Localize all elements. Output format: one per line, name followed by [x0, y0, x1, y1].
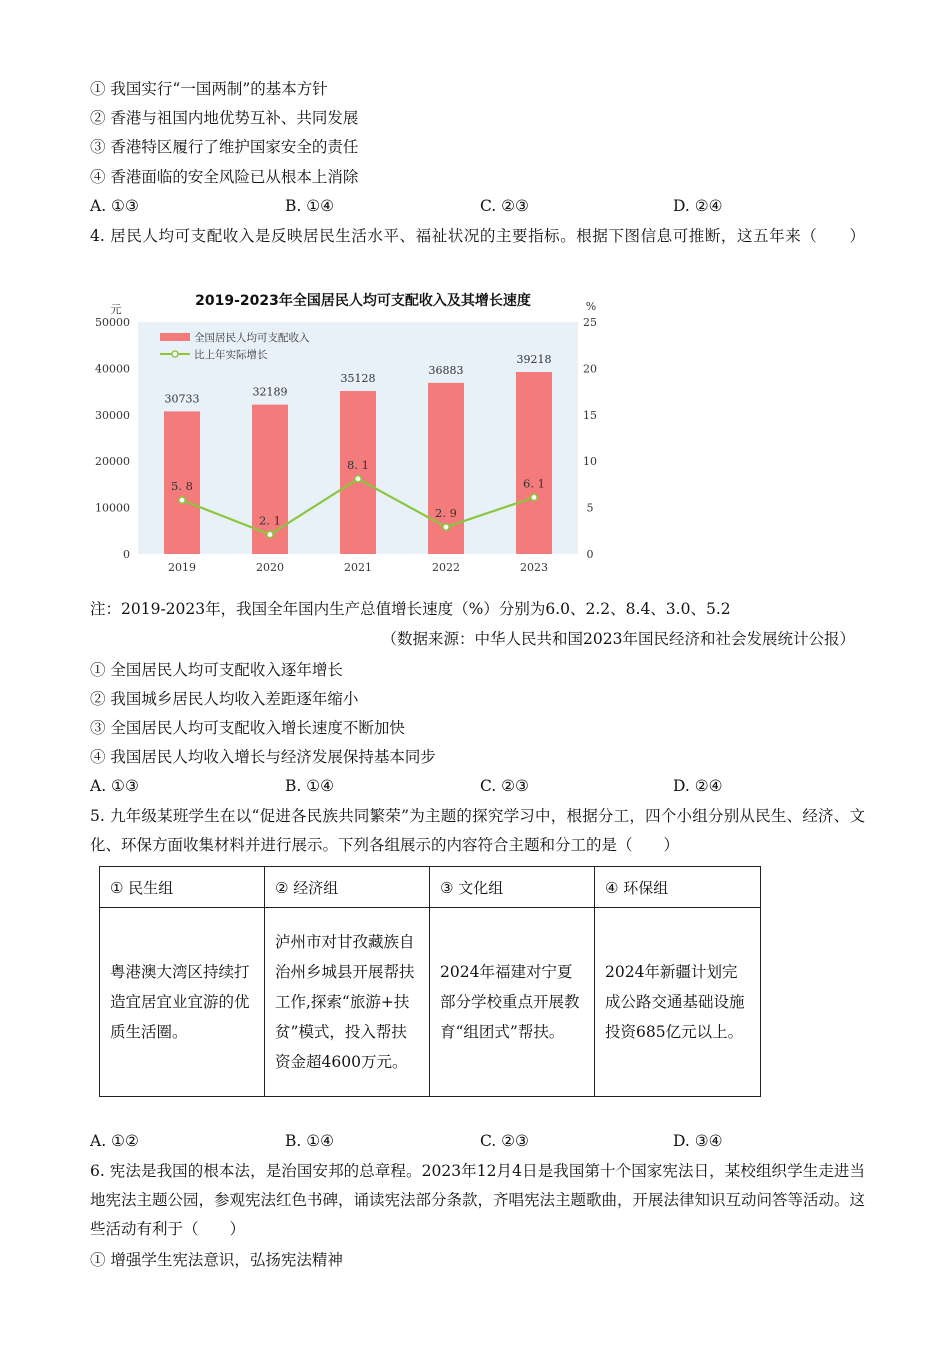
statement: ① 全国居民人均可支配收入逐年增长: [90, 661, 343, 679]
answer-options: [90, 775, 870, 797]
y-left-tick: 30000: [95, 408, 130, 422]
option-c[interactable]: C. ②③: [480, 197, 529, 215]
legend-income: 全国居民人均可支配收入: [194, 332, 310, 344]
option-a[interactable]: A. ①②: [90, 1132, 139, 1150]
y-left-tick: 0: [123, 548, 130, 561]
x-tick-label: 2022: [432, 561, 460, 574]
cell-livelihood: 粤港澳大湾区持续打造宜居宜业宜游的优质生活圈。: [100, 908, 265, 1097]
y-left-unit: 元: [110, 303, 122, 316]
cell-environment: 2024年新疆计划完成公路交通基础设施投资685亿元以上。: [595, 908, 761, 1097]
header-livelihood: ① 民生组: [100, 867, 265, 908]
answer-options: [90, 195, 870, 217]
growth-label: 5. 8: [171, 479, 193, 494]
data-source: （数据来源：中华人民共和国2023年国民经济和社会发展统计公报）: [381, 630, 855, 648]
growth-label: 6. 1: [523, 476, 545, 491]
income-bar-label: 35128: [340, 372, 376, 386]
growth-point: [179, 497, 185, 503]
table-header-row: [100, 867, 761, 908]
cell-economy: 泸州市对甘孜藏族自治州乡城县开展帮扶工作,探索“旅游+扶贫”模式，投入帮扶资金超4600万元。: [265, 908, 430, 1097]
income-bar: [516, 372, 552, 554]
income-chart: [88, 285, 610, 585]
cell-culture: 2024年福建对宁夏部分学校重点开展教育“组团式”帮扶。: [430, 908, 595, 1097]
growth-label: 2. 1: [259, 513, 281, 528]
statement: ① 增强学生宪法意识，弘扬宪法精神: [90, 1251, 343, 1269]
growth-label: 2. 9: [435, 506, 457, 521]
legend-swatch-income: [160, 333, 190, 341]
y-right-tick: 15: [583, 408, 597, 422]
option-c[interactable]: C. ②③: [480, 1132, 529, 1150]
income-bar-label: 39218: [516, 353, 552, 367]
growth-point: [443, 524, 449, 530]
statement: ① 我国实行“一国两制”的基本方针: [90, 80, 328, 98]
x-tick-label: 2020: [256, 561, 284, 574]
y-right-tick: 5: [586, 501, 594, 515]
option-d[interactable]: D. ③④: [673, 1132, 723, 1150]
statement: ③ 全国居民人均可支配收入增长速度不断加快: [90, 719, 405, 737]
question-stem: 6. 宪法是我国的根本法，是治国安邦的总章程。2023年12月4日是我国第十个国家宪法日，某校组织学生走进当地宪法主题公园，参观宪法红色书碑，诵读宪法部分条款，齐唱宪法主题歌曲，开展法律知识互动问答等活动。这些活动有利于（ ）: [90, 1162, 866, 1238]
y-right-tick: 10: [583, 455, 597, 469]
question-stem: 5. 九年级某班学生在以“促进各民族共同繁荣”为主题的探究学习中，根据分工，四个小组分别从民生、经济、文化、环保方面收集材料并进行展示。下列各组展示的内容符合主题和分工的是（ ）: [90, 807, 865, 854]
income-bar: [340, 391, 376, 554]
statement: ④ 香港面临的安全风险已从根本上消除: [90, 168, 359, 186]
header-environment: ④ 环保组: [595, 867, 761, 908]
income-bar-label: 36883: [428, 363, 464, 377]
income-bar-label: 30733: [164, 392, 200, 406]
y-right-tick: 20: [583, 362, 597, 376]
y-left-tick: 10000: [95, 501, 130, 515]
option-d[interactable]: D. ②④: [673, 197, 723, 215]
x-tick-label: 2023: [520, 561, 548, 574]
x-tick-label: 2021: [344, 561, 372, 574]
legend-growth: 比上年实际增长: [194, 349, 268, 361]
growth-label: 8. 1: [347, 457, 369, 472]
statement: ② 我国城乡居民人均收入差距逐年缩小: [90, 690, 359, 708]
y-right-tick: 0: [586, 548, 594, 561]
y-left-tick: 50000: [95, 316, 130, 329]
answer-options: [90, 1130, 870, 1152]
option-b[interactable]: B. ①④: [285, 197, 335, 215]
option-a[interactable]: A. ①③: [90, 777, 139, 795]
statement: ④ 我国居民人均收入增长与经济发展保持基本同步: [90, 748, 436, 766]
y-right-tick: 25: [583, 316, 597, 329]
option-a[interactable]: A. ①③: [90, 197, 139, 215]
header-economy: ② 经济组: [265, 867, 430, 908]
growth-point: [531, 494, 537, 500]
growth-point: [267, 531, 273, 537]
y-right-unit: %: [585, 300, 597, 313]
option-c[interactable]: C. ②③: [480, 777, 529, 795]
header-culture: ③ 文化组: [430, 867, 595, 908]
chart-note: 注：2019-2023年，我国全年国内生产总值增长速度（%）分别为6.0、2.2、8.4、3.0、5.2: [90, 600, 731, 618]
x-tick-label: 2019: [168, 561, 196, 574]
question-stem: 4. 居民人均可支配收入是反映居民生活水平、福祉状况的主要指标。根据下图信息可推断，这五年来（ ）: [90, 227, 865, 245]
option-b[interactable]: B. ①④: [285, 1132, 335, 1150]
statement: ③ 香港特区履行了维护国家安全的责任: [90, 138, 359, 156]
y-left-tick: 40000: [95, 362, 130, 376]
table-row: [100, 908, 761, 1097]
group-table: [99, 866, 761, 1097]
option-b[interactable]: B. ①④: [285, 777, 335, 795]
chart-title: 2019-2023年全国居民人均可支配收入及其增长速度: [195, 293, 531, 309]
y-left-tick: 20000: [95, 455, 130, 469]
income-bar-label: 32189: [252, 385, 288, 399]
statement: ② 香港与祖国内地优势互补、共同发展: [90, 109, 359, 127]
option-d[interactable]: D. ②④: [673, 777, 723, 795]
growth-point: [355, 476, 361, 482]
